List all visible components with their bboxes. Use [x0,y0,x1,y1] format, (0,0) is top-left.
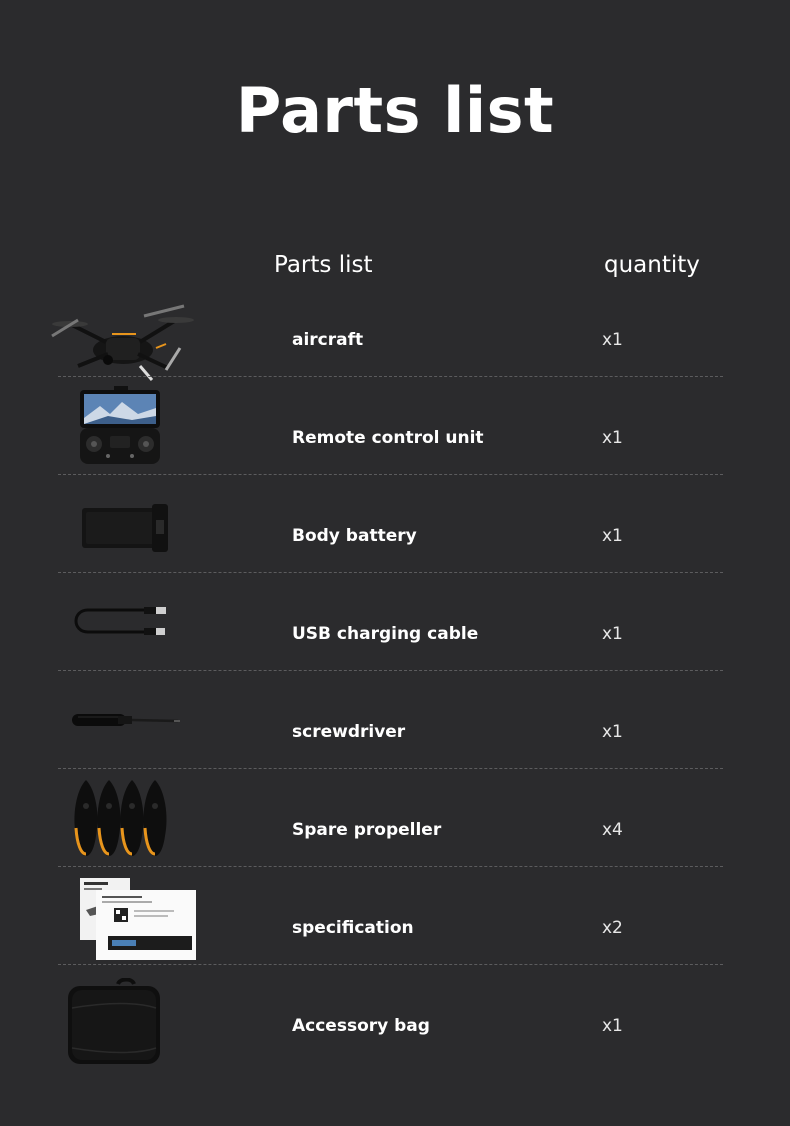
propeller-icon [48,776,198,866]
list-item [0,1016,790,1126]
item-quantity: x1 [602,624,623,644]
battery-icon [48,486,198,576]
item-name: Accessory bag [292,1016,430,1036]
item-quantity: x1 [602,1016,623,1036]
item-quantity: x1 [602,526,623,546]
item-name: Spare propeller [292,820,442,840]
item-name: Body battery [292,526,417,546]
row-divider [58,376,723,377]
item-name: Remote control unit [292,428,484,448]
row-divider [58,572,723,573]
item-quantity: x1 [602,428,623,448]
row-divider [58,964,723,965]
item-quantity: x1 [602,722,623,742]
row-divider [58,670,723,671]
column-header-parts: Parts list [274,252,373,278]
screwdriver-icon [48,674,198,764]
item-name: USB charging cable [292,624,479,644]
item-name: screwdriver [292,722,406,742]
usb-cable-icon [48,580,198,670]
item-quantity: x4 [602,820,623,840]
remote-controller-icon [48,384,198,474]
item-name: specification [292,918,414,938]
page-title: Parts list [235,74,555,147]
item-name: aircraft [292,330,364,350]
row-divider [58,866,723,867]
row-divider [58,768,723,769]
row-divider [58,474,723,475]
item-quantity: x1 [602,330,623,350]
column-header-quantity: quantity [604,252,700,278]
manual-icon [48,874,198,964]
item-quantity: x2 [602,918,623,938]
carrying-case-icon [48,978,198,1068]
